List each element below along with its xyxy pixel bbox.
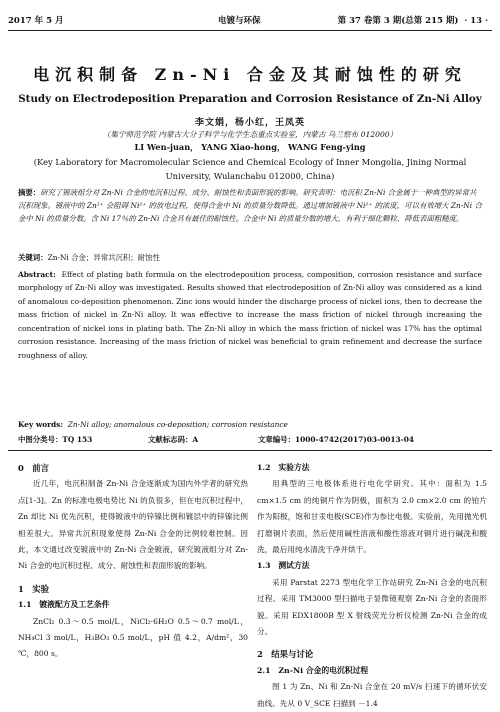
section-2-1-title: 2.1 Zn-Ni 合金的电沉积过程 <box>257 665 369 675</box>
running-header <box>8 14 492 30</box>
header-issue: 第 37 卷第 3 期(总第 215 期) <box>337 16 459 26</box>
section-1-3-title: 1.3 测试方法 <box>257 561 310 571</box>
right-column <box>257 460 487 712</box>
keywords-english <box>18 420 482 429</box>
abstract-en-text: Effect of plating bath formula on the electrodeposition process, composition, corrosion resistance and surface morphology of Zn-Ni alloy was investigated. Results showed that electrodeposition of Zn-Ni alloy was considered as a kind of anomalous co-deposition phenomenon. Zinc ions would hinder the discharge process of nickel ions, then to decrease the mass friction of nickel in Zn-Ni alloy. It was effective to increase the mass friction of nickel through increasing the concentration of nickel ions in plating bath. The Zn-Ni alloy in which the mass friction of nickel was 17% has the optimal corrosion resistance. Increasing of the mass friction of nickel was beneficial to grain refinement and decrease the surface roughness of alloy. <box>18 270 482 360</box>
keywords-en-text: Zn-Ni alloy; anomalous co-deposition; corrosion resistance <box>67 420 288 429</box>
abstract-english <box>18 268 482 362</box>
title-english: Study on Electrodeposition Preparation and Corrosion Resistance of Zn-Ni Alloy <box>18 93 482 105</box>
keywords-chinese <box>18 252 482 263</box>
document-code: 文献标志码：A <box>148 435 199 444</box>
section-1-1-title: 1.1 镀液配方及工艺条件 <box>18 600 110 610</box>
abstract-cn-label: 摘要： <box>18 188 41 197</box>
section-0-text: 近几年，电沉积制备 Zn-Ni 合金逐渐成为国内外学者的研究热点[1-3]。Zn 的标准电极电势比 Ni 的负很多，但在电沉积过程中，Zn 却比 Ni 优先沉积，使得镀液中的锌镍比例和镀层中的锌镍比例相差很大。异常共沉积现象使得 Zn-Ni 合金的比例较难控制。因此，本文通过改变镀液中的 Zn-Ni 合金镀液，研究镀液组分对 Zn-Ni 合金的电沉积过程、成分、耐蚀性和表面形貌的影响。 <box>18 479 248 571</box>
authors-chinese: 李文娟，杨小红，王凤英 <box>194 118 305 128</box>
section-2-1-text: 图 1 为 Zn、Ni 和 Zn-Ni 合金在 20 mV/s 扫速下的循环伏安曲线。先从 0 V_SCE 扫描到 －1.4 <box>257 682 487 708</box>
abstract-rule <box>8 450 492 451</box>
title-chinese: 电沉积制备 Zn-Ni 合金及其耐蚀性的研究 <box>33 65 467 84</box>
abstract-chinese <box>18 186 482 225</box>
section-1-1-text: ZnCl₂ 0.3～0.5 mol/L，NiCl₂·6H₂O 0.5～0.7 mol/L，NH₄Cl 3 mol/L，H₃BO₃ 0.5 mol/L，pH 值 4.2，A/dm²，30 ℃，800 s。 <box>18 616 248 659</box>
header-journal: 电镀与环保 <box>218 16 261 26</box>
left-column <box>18 460 248 663</box>
keywords-cn-label: 关键词： <box>18 253 48 262</box>
header-issue-page <box>338 14 488 26</box>
article-number: 文章编号：1000-4742(2017)03-0013-04 <box>258 435 414 444</box>
keywords-cn-text: Zn-Ni 合金；异常共沉积；耐蚀性 <box>47 253 160 262</box>
keywords-en-label: Key words: <box>18 420 64 429</box>
section-1-2-title: 1.2 实验方法 <box>257 463 310 472</box>
section-1-2-text: 用典型的三电极体系进行电化学研究。其中：面积为 1.5 cm×1.5 cm 的纯铜片作为阴极，面积为 2.0 cm×2.0 cm 的铂片作为阳极，饱和甘汞电极(SCE)作为参比电极。实验前，先用抛光机打磨铜片表面，然后使用碱性溶液和酸性溶液对铜片进行碱洗和酸洗，最后用纯水清洗干净并烘干。 <box>257 479 487 555</box>
classification-line <box>18 434 414 445</box>
abstract-cn-text: 研究了镀液组分对 Zn-Ni 合金的电沉积过程、成分、耐蚀性和表面形貌的影响。研究表明：电沉积 Zn-Ni 合金属于一种典型的异常共沉积现象。镀液中的 Zn²⁺ 会阻碍 Ni²⁺ 的放电过程，使得合金中 Ni 的质量分数降低。通过增加镀液中 Ni²⁺ 的浓度，可以有效增大 Zn-Ni 合金中 Ni 的质量分数。含 Ni 17％的 Zn-Ni 合金具有最佳的耐蚀性。合金中 Ni 的质量分数的增大，有利于细化颗粒、降低表面粗糙度。 <box>18 188 482 223</box>
affiliation-english: (Key Laboratory for Macromolecular Science and Chemical Ecology of Inner Mongolia, Jining Normal University, Wulanchabu 012000, China) <box>33 157 467 181</box>
section-1-title: 1 实验 <box>18 583 49 594</box>
section-2-title: 2 结果与讨论 <box>257 649 314 660</box>
section-1-3-text: 采用 Parstat 2273 型电化学工作站研究 Zn-Ni 合金的电沉积过程。采用 TM3000 型扫描电子显微镜观察 Zn-Ni 合金的表面形貌。采用 EDX1800B 型 X 射线荧光分析仪检测 Zn-Ni 合金的成分。 <box>257 577 487 637</box>
section-0-title: 0 前言 <box>18 463 49 473</box>
header-rule <box>8 30 492 31</box>
header-page: · 13 · <box>464 16 488 26</box>
header-date: 2017 年 5 月 <box>8 16 64 26</box>
affiliation-chinese: （集宁师范学院 内蒙古大分子科学与化学生态重点实验室，内蒙古 乌兰察布 012000） <box>102 130 398 139</box>
clc-number: 中图分类号：TQ 153 <box>18 435 93 444</box>
abstract-en-label: Abstract: <box>18 270 56 279</box>
authors-english: LI Wen-juan， YANG Xiao-hong， WANG Feng-ying <box>134 142 366 152</box>
